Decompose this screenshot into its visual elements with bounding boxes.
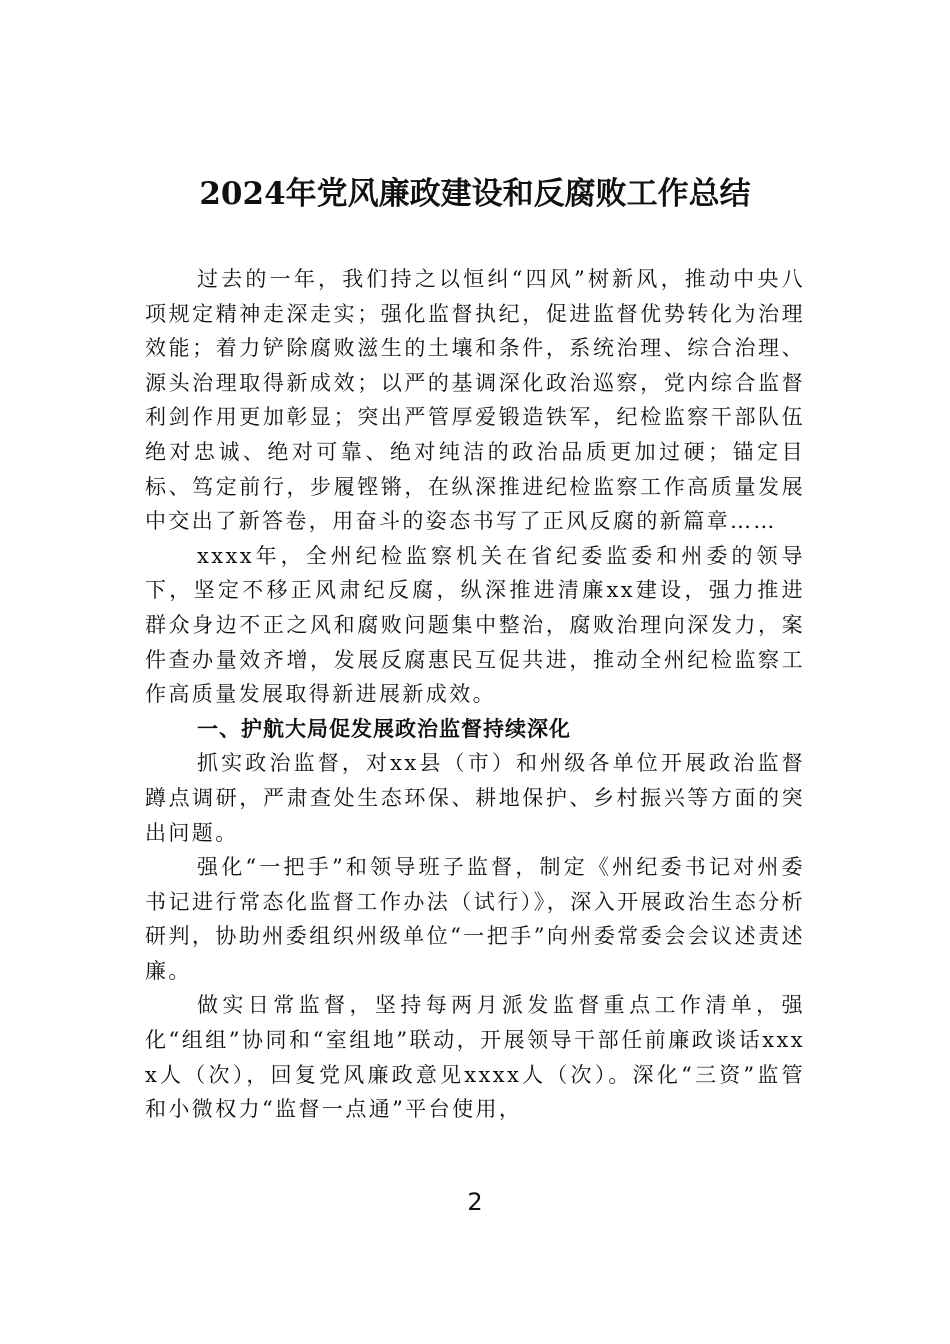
section-heading: 一、护航大局促发展政治监督持续深化 xyxy=(197,716,571,741)
intro-paragraph-2: xxxx年，全州纪检监察机关在省纪委监委和州委的领导下，坚定不移正风肃纪反腐，纵深推进清廉xx建设，强力推进群众身边不正之风和腐败问题集中整治，腐败治理向深发力，案件查办量效齐增，发展反腐惠民互促共进，推动全州纪检监察工作高质量发展取得新进展新成效。 xyxy=(145,543,805,707)
page-number: 2 xyxy=(467,1188,483,1216)
document-title: 2024年党风廉政建设和反腐败工作总结 xyxy=(199,176,751,212)
intro-paragraph-1: 过去的一年，我们持之以恒纠“四风”树新风，推动中央八项规定精神走深走实；强化监督执纪，促进监督优势转化为治理效能；着力铲除腐败滋生的土壤和条件，系统治理、综合治理、源头治理取得新成效；以严的基调深化政治巡察，党内综合监督利剑作用更加彰显；突出严管厚爱锻造铁军，纪检监察干部队伍绝对忠诚、绝对可靠、绝对纯洁的政治品质更加过硬；锚定目标、笃定前行，步履铿锵，在纵深推进纪检监察工作高质量发展中交出了新答卷，用奋斗的姿态书写了正风反腐的新篇章…… xyxy=(145,267,805,534)
document-body xyxy=(145,262,805,1127)
section-paragraph-2: 强化“一把手”和领导班子监督，制定《州纪委书记对州委书记进行常态化监督工作办法（试行）》，深入开展政治生态分析研判，协助州委组织州级单位“一把手”向州委常委会会议述责述廉。 xyxy=(145,855,805,983)
section-paragraph-1: 抓实政治监督，对xx县（市）和州级各单位开展政治监督蹲点调研，严肃查处生态环保、耕地保护、乡村振兴等方面的突出问题。 xyxy=(145,751,805,845)
section-paragraph-3: 做实日常监督，坚持每两月派发监督重点工作清单，强化“组组”协同和“室组地”联动，开展领导干部任前廉政谈话xxxx人（次），回复党风廉政意见xxxx人（次）。深化“三资”监管和小微权力“监督一点通”平台使用， xyxy=(145,993,805,1122)
